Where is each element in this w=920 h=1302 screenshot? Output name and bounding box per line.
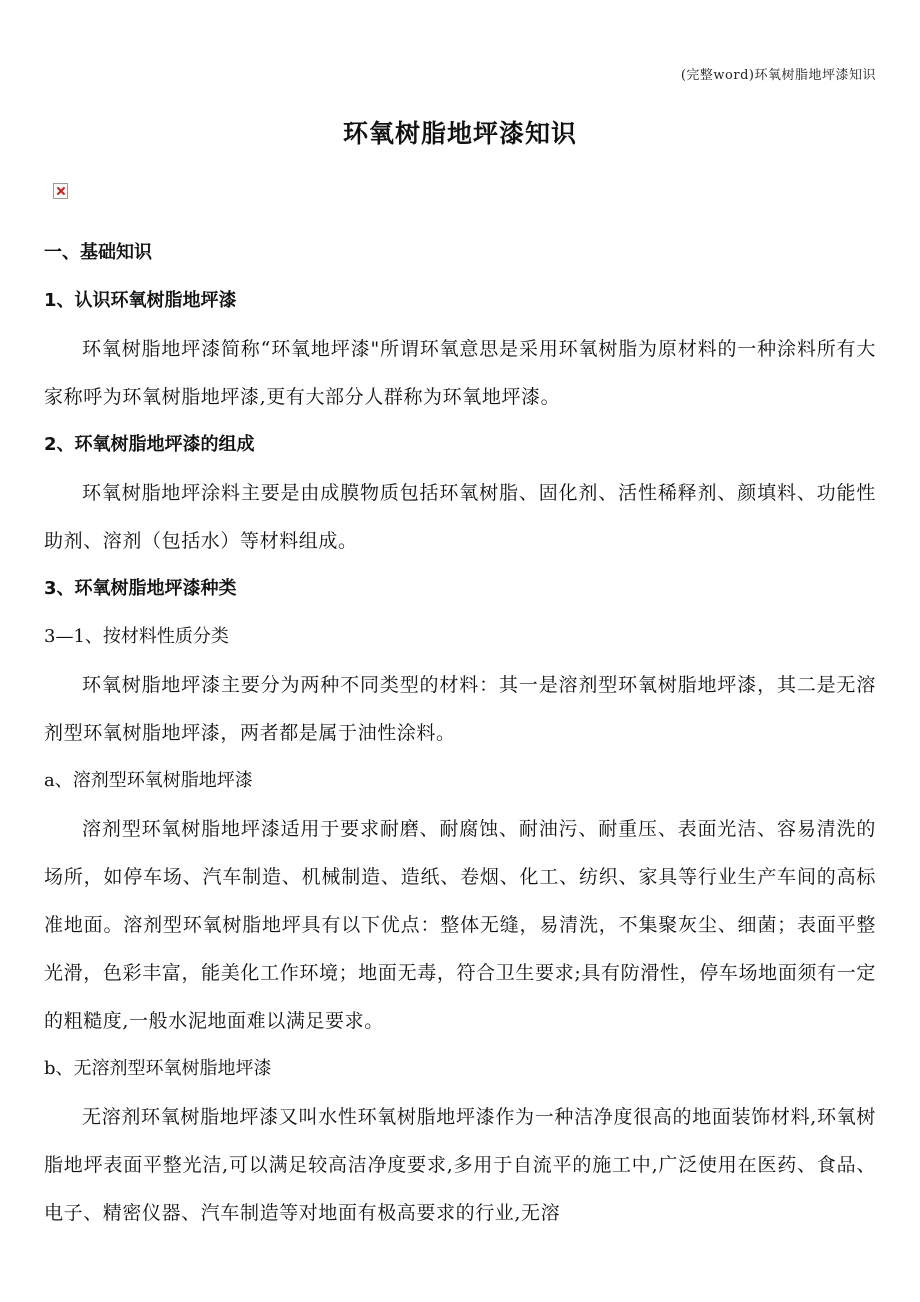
subheading-solvent-type: a、溶剂型环氧树脂地坪漆 [44,770,253,791]
running-header: (完整word)环氧树脂地坪漆知识 [680,68,876,83]
paragraph-solvent-free-type: 无溶剂环氧树脂地坪漆又叫水性环氧树脂地坪漆作为一种洁净度很高的地面装饰材料,环氧树脂地坪表面平整光洁,可以满足较高洁净度要求,多用于自流平的施工中,广泛使用在医药、食品、电子、精密仪器、汽车制造等对地面有极高要求的行业,无溶 [44,1106,876,1224]
paragraph-composition: 环氧树脂地坪涂料主要是由成膜物质包括环氧树脂、固化剂、活性稀释剂、颜填料、功能性助剂、溶剂（包括水）等材料组成。 [44,482,876,552]
paragraph-by-material: 环氧树脂地坪漆主要分为两种不同类型的材料：其一是溶剂型环氧树脂地坪漆，其二是无溶剂型环氧树脂地坪漆，两者都是属于油性涂料。 [44,674,876,744]
section-heading-basics: 一、基础知识 [44,242,152,263]
broken-image-icon [53,183,68,199]
paragraph-understanding-epoxy: 环氧树脂地坪漆简称“环氧地坪漆"所谓环氧意思是采用环氧树脂为原材料的一种涂料所有大家称呼为环氧树脂地坪漆,更有大部分人群称为环氧地坪漆。 [44,338,876,408]
heading-understanding-epoxy: 1、认识环氧树脂地坪漆 [44,290,237,311]
subheading-solvent-free-type: b、无溶剂型环氧树脂地坪漆 [44,1058,272,1079]
document-body [44,229,876,1237]
heading-types: 3、环氧树脂地坪漆种类 [44,578,237,599]
paragraph-solvent-type: 溶剂型环氧树脂地坪漆适用于要求耐磨、耐腐蚀、耐油污、耐重压、表面光洁、容易清洗的场所，如停车场、汽车制造、机械制造、造纸、卷烟、化工、纺织、家具等行业生产车间的高标准地面。溶剂型环氧树脂地坪具有以下优点：整体无缝，易清洗，不集聚灰尘、细菌；表面平整光滑，色彩丰富，能美化工作环境；地面无毒，符合卫生要求;具有防滑性，停车场地面须有一定的粗糙度,一般水泥地面难以满足要求。 [44,818,876,1032]
heading-composition: 2、环氧树脂地坪漆的组成 [44,434,255,455]
subheading-by-material: 3—1、按材料性质分类 [44,626,229,647]
document-title: 环氧树脂地坪漆知识 [342,119,577,148]
